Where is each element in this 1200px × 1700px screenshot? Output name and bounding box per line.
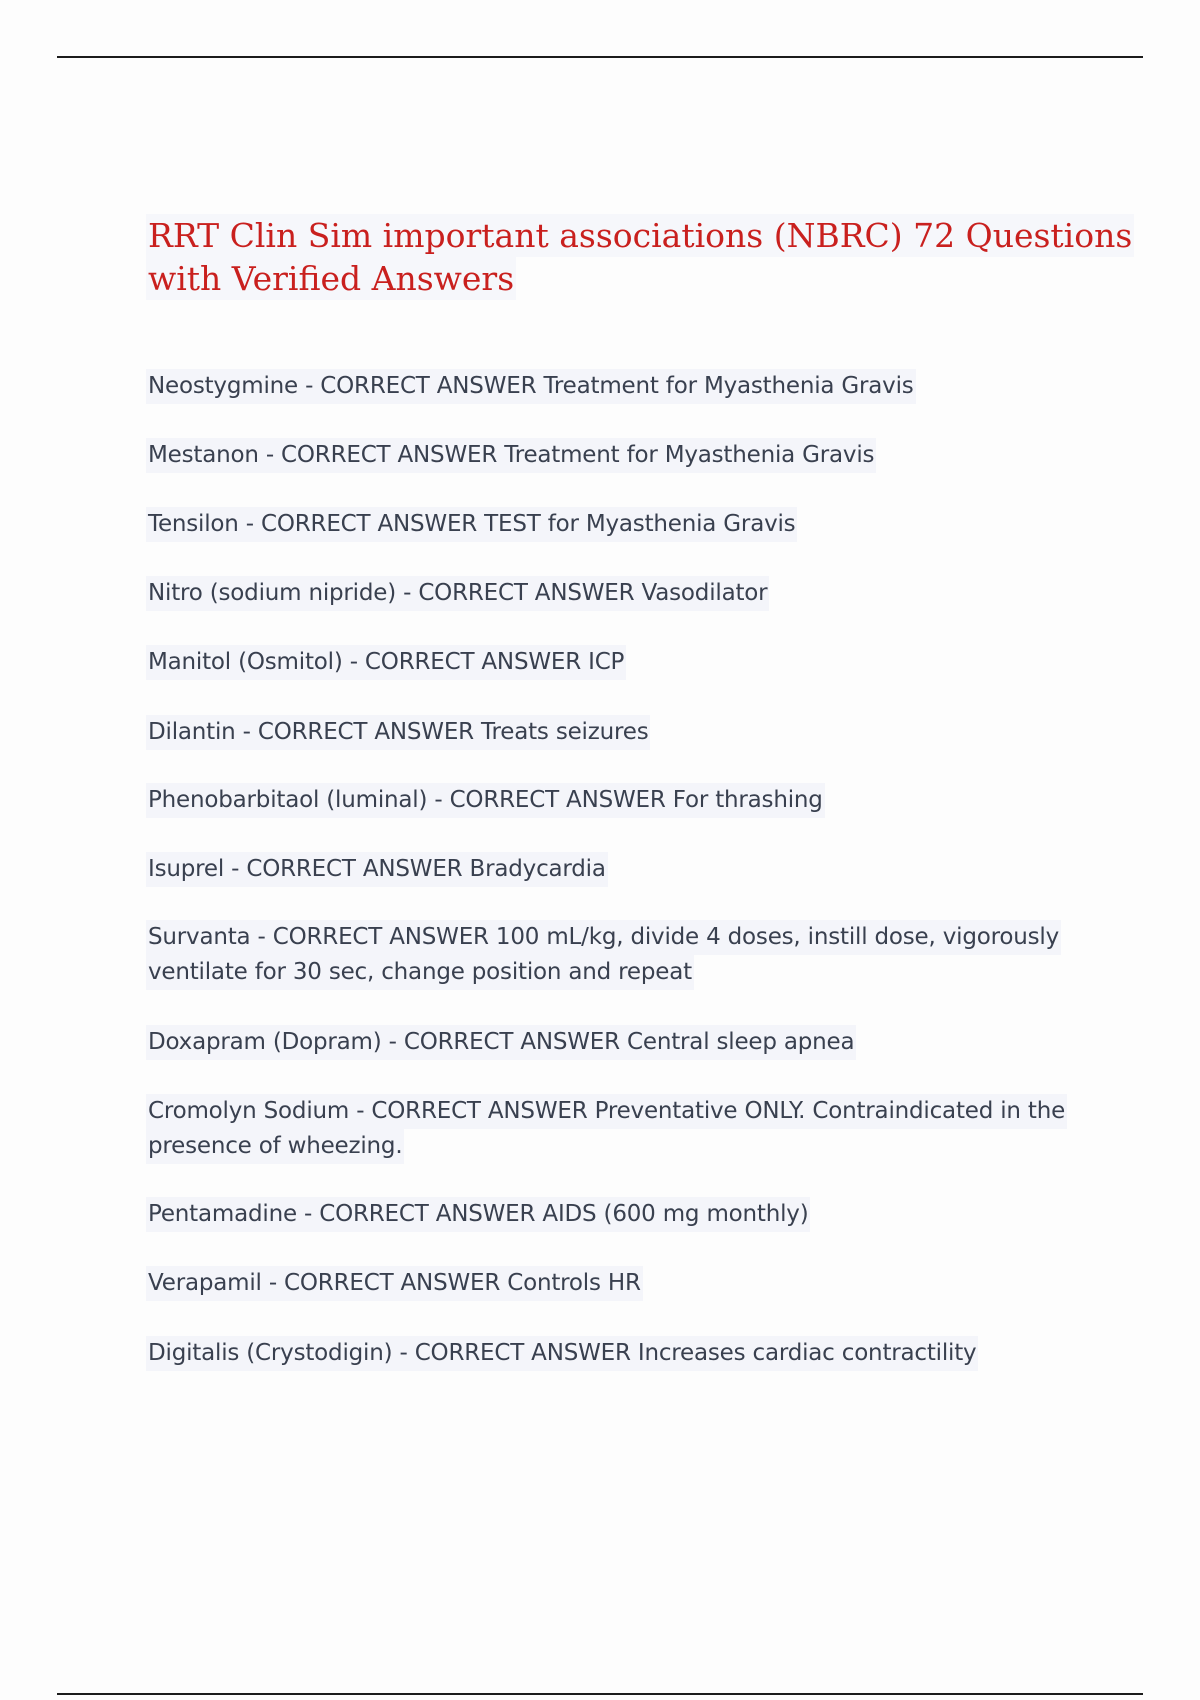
qa-text: Cromolyn Sodium - CORRECT ANSWER Preventative ONLY. Contraindicated in the — [146, 1094, 1067, 1129]
qa-text: Pentamadine - CORRECT ANSWER AIDS (600 mg monthly) — [146, 1197, 810, 1232]
qa-entry — [146, 852, 1086, 887]
qa-entry — [146, 1197, 1086, 1232]
qa-text: Doxapram (Dopram) - CORRECT ANSWER Central sleep apnea — [146, 1025, 856, 1060]
qa-text: Digitalis (Crystodigin) - CORRECT ANSWER Increases cardiac contractility — [146, 1336, 978, 1371]
title-line: with Verified Answers — [148, 259, 515, 298]
qa-text: Mestanon - CORRECT ANSWER Treatment for Myasthenia Gravis — [146, 438, 876, 473]
top-rule — [57, 56, 1143, 58]
qa-entry — [146, 507, 1086, 542]
qa-entry — [146, 1266, 1086, 1301]
qa-text: Verapamil - CORRECT ANSWER Controls HR — [146, 1266, 643, 1301]
qa-entry — [146, 715, 1086, 750]
qa-entry — [146, 645, 1086, 680]
qa-entry — [146, 783, 1086, 818]
qa-entry — [146, 576, 1086, 611]
qa-text: Isuprel - CORRECT ANSWER Bradycardia — [146, 852, 608, 887]
qa-entry — [146, 438, 1086, 473]
title-line: RRT Clin Sim important associations (NBRC) 72 Questions — [148, 216, 1133, 255]
qa-text: Manitol (Osmitol) - CORRECT ANSWER ICP — [146, 645, 626, 680]
qa-text: Nitro (sodium nipride) - CORRECT ANSWER Vasodilator — [146, 576, 769, 611]
qa-text: presence of wheezing. — [146, 1129, 404, 1164]
qa-entry — [146, 1025, 1086, 1060]
qa-text: Phenobarbitaol (luminal) - CORRECT ANSWER For thrashing — [146, 783, 825, 818]
qa-entry — [146, 369, 1086, 404]
bottom-rule — [57, 1693, 1143, 1695]
document-title — [146, 214, 1133, 300]
qa-entry — [146, 1094, 1086, 1164]
qa-text: Tensilon - CORRECT ANSWER TEST for Myasthenia Gravis — [146, 507, 797, 542]
qa-text: Survanta - CORRECT ANSWER 100 mL/kg, divide 4 doses, instill dose, vigorously — [146, 920, 1061, 955]
qa-entry — [146, 920, 1086, 990]
qa-text: Dilantin - CORRECT ANSWER Treats seizures — [146, 715, 650, 750]
qa-text: Neostygmine - CORRECT ANSWER Treatment for Myasthenia Gravis — [146, 369, 916, 404]
qa-text: ventilate for 30 sec, change position and repeat — [146, 955, 694, 990]
qa-entry — [146, 1336, 1086, 1371]
